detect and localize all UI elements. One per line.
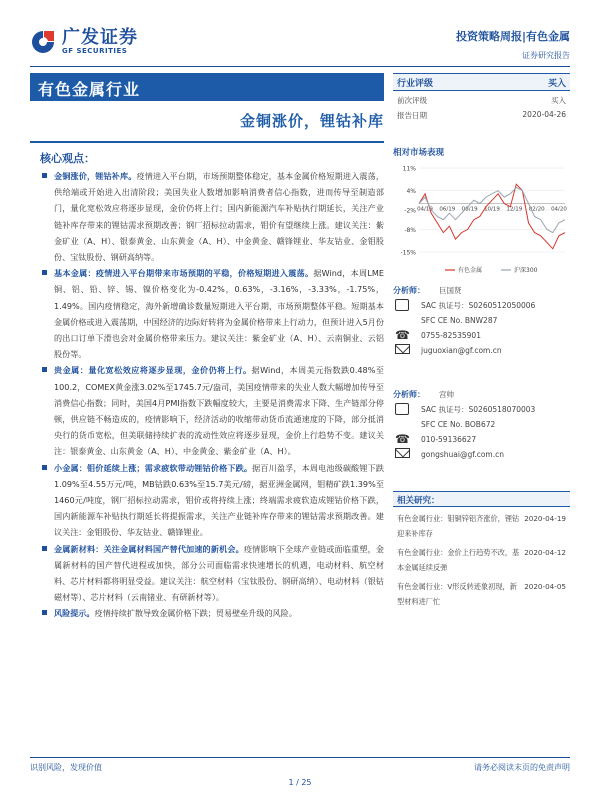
related-item-title[interactable]: 有色金属行业：钼铜锌铝齐涨价，锂钴迎来补库存	[397, 514, 520, 538]
point-body: 疫情进入平台期，市场预期整体稳定，基本金属价格短期进入震荡，供给端或开始进入出清阶段；美国失业人数增加影响消费者信心指数，进而传导至制造部门，量化宽松效应将逐步显现，金价仍将上行；国内新能源汽车补贴执行期延长，关注产业链补库存带来的锂钴需求预期改善；钢厂招标拉动需求，钼价有望继续上涨。建议关注：紫金矿业（A、H）、银泰黄金、山东黄金（A、H）、中金黄金、赣锋锂业、华友钴业、金钼股份、宝钛股份、钢研高纳等。	[54, 171, 384, 263]
point-lead: 贵金属：量化宽松效应将逐步显现，金价仍将上行。	[54, 365, 252, 376]
mail-icon	[395, 448, 415, 461]
footer-slogan: 识别风险，发现价值	[30, 763, 102, 772]
report-headline: 金铜涨价，锂钴补库	[239, 112, 384, 130]
headline-divider	[30, 141, 384, 143]
rating-box	[393, 73, 570, 121]
x-tick-label: 04/19	[417, 206, 433, 213]
industry-banner: 有色金属行业	[30, 73, 384, 101]
bullet-icon	[42, 610, 47, 615]
point-lead: 金铜涨价，锂钴补库。	[54, 171, 137, 181]
analyst-role: 分析师：	[393, 390, 425, 399]
id-card-icon	[395, 299, 415, 312]
x-tick-label: 04/20	[551, 206, 567, 213]
related-item-title[interactable]: 有色金属行业：金价上行趋势不改，基本金属延续反弹	[397, 548, 520, 572]
related-item[interactable]	[393, 507, 570, 541]
phone-icon: ☎	[395, 328, 410, 342]
analyst-sac: SAC 执证号：S0260512050006	[421, 301, 536, 310]
footer-divider	[30, 757, 570, 758]
report-date-value: 2020-04-26	[522, 110, 566, 119]
related-research	[393, 491, 570, 609]
point-lead: 基本金属：疫情进入平台期带来市场预期的平稳，价格短期进入震荡。	[54, 268, 314, 279]
y-tick-label: -8%	[404, 226, 416, 234]
analyst-sfc: SFC CE No. BNW287	[421, 316, 498, 325]
analyst-email[interactable]: juguoxian@gf.com.cn	[421, 346, 502, 355]
id-card-icon	[395, 314, 415, 327]
x-tick-label: 06/19	[439, 206, 456, 213]
logo-english-name: GF SECURITIES	[62, 47, 128, 55]
company-logo	[30, 22, 170, 62]
y-tick-label: 11%	[402, 165, 416, 173]
point-lead: 小金属：钼价延续上涨；需求疲软带动锂钴价格下跌。	[54, 462, 253, 473]
report-category: 证券研究报告	[522, 51, 570, 60]
rating-value: 买入	[547, 78, 566, 89]
point-precious-metals	[40, 362, 384, 459]
core-views-list	[40, 168, 384, 622]
logo-chinese-name: 广发证券	[62, 27, 138, 48]
bullet-icon	[42, 546, 47, 551]
x-tick-label: 08/19	[461, 206, 478, 213]
point-new-materials	[40, 541, 384, 606]
x-tick-label: 12/19	[506, 206, 523, 213]
y-tick-label: -15%	[400, 249, 416, 257]
point-lead: 风险提示。	[54, 608, 95, 619]
related-item[interactable]	[393, 575, 570, 609]
analyst-name: 巨国贤	[439, 286, 462, 295]
point-body: 据Wind，本周美元指数跌0.48%至100.2，COMEX黄金涨3.02%至1745.7元/盎司，美国疫情带来的失业人数大幅增加传导至消费信心指数；同时，美国4月PMI指数下跌幅度较大，主要是消费需求下降、生产链部分停顿，供应链不畅造成的，疫情影响下，经济活动的收缩带动货币流通速度的下降，部分抵消央行的货币宽松，但美联储持续扩表的流动性效应将逐步显现，金价上行趋势不变。建议关注：银泰黄金、山东黄金（A、H）、中金黄金、紫金矿业（A、H）。	[54, 365, 384, 457]
x-tick-label: 02/20	[528, 206, 545, 213]
legend-label: 有色金属	[458, 267, 483, 274]
analyst-block-2	[393, 387, 570, 462]
bullet-icon	[42, 270, 47, 275]
header-divider	[30, 66, 570, 67]
analyst-sac: SAC 执证号：S0260518070003	[421, 405, 536, 414]
point-summary	[40, 168, 384, 265]
analyst-email[interactable]: gongshuai@gf.com.cn	[421, 450, 504, 459]
legend-label: 沪深300	[514, 267, 538, 274]
page-number: 1 / 25	[288, 778, 312, 787]
id-card-icon	[395, 403, 415, 416]
chart-title: 相对市场表现	[393, 148, 445, 158]
core-views-title: 核心观点：	[40, 152, 95, 165]
x-tick-label: 10/19	[484, 206, 500, 213]
related-item-date: 2020-04-12	[524, 548, 566, 557]
rating-label: 行业评级	[397, 78, 434, 89]
report-date-label: 报告日期	[397, 111, 427, 120]
related-item[interactable]	[393, 541, 570, 575]
analyst-role: 分析师：	[393, 286, 425, 295]
id-card-icon	[395, 418, 415, 431]
prev-rating-value: 买入	[551, 96, 566, 105]
related-item-date: 2020-04-19	[524, 514, 566, 523]
analyst-sfc: SFC CE No. BOB672	[421, 420, 496, 429]
relative-performance-chart	[393, 160, 570, 278]
bullet-icon	[42, 173, 47, 178]
point-minor-metals	[40, 460, 384, 541]
related-title: 相关研究：	[393, 491, 570, 507]
point-body: 据Wind，本周LME铜、铝、铅、锌、锡、镍价格变化为-0.42%，0.63%，-3.16%，-3.33%，-1.75%，1.49%。国内疫情稳定，海外新增确诊数量短期进入平台期，市场预期整体平稳。短期基本金属价格或进入震荡期，中国经济的边际好转将为金属价格带来上行动力，但预计进入5月份的出口订单下滑也会对金属价格带来压力。建议关注：紫金矿业（A、H）、云南铜业、云铝股份等。	[54, 268, 384, 360]
analyst-block-1	[393, 283, 570, 358]
mail-icon	[395, 344, 415, 357]
analyst-phone: 010-59136627	[421, 435, 477, 444]
prev-rating-label: 前次评级	[397, 96, 427, 105]
y-tick-label: -2%	[404, 207, 416, 215]
point-body: 据百川盈孚，本周电池级碳酸锂下跌1.09%至4.55万元/吨，MB钴跌0.63%至15.7美元/磅，据亚洲金属网，钼精矿跌1.39%至1460元/吨度，钢厂招标拉动需求，钼价或将持续上涨；终端需求疲软造成锂钴价格下跌，国内新能源车补贴执行期延长将提振需求，关注产业链补库存带来的锂钴需求预期改善。建议关注：金钼股份、华友钴业、赣锋锂业。	[54, 462, 384, 538]
point-risk	[40, 605, 384, 621]
point-body: 疫情持续扩散导致金属价格下跌；贸易壁垒升级的风险。	[94, 608, 297, 619]
bullet-icon	[42, 465, 47, 470]
logo-mark-icon	[30, 29, 56, 55]
analyst-phone: 0755-82535901	[421, 331, 481, 340]
bullet-icon	[42, 367, 47, 372]
footer-disclaimer: 请务必阅读末页的免责声明	[474, 763, 570, 772]
point-body: 疫情影响下全球产业链或面临重塑，金属新材料的国产替代进程或加快，部分公司面临需求快速增长的机遇，电动材料、航空材料、芯片材料都将明显受益。建议关注：航空材料（宝钛股份、钢研高纳）、电动材料（银钻磁材等）、芯片材料（云南锗业、有研新材等）。	[54, 543, 384, 603]
related-item-date: 2020-04-05	[524, 582, 566, 591]
point-lead: 金属新材料：关注金属材料国产替代加速的新机会。	[54, 543, 244, 554]
analyst-name: 宫帅	[439, 390, 454, 399]
y-tick-label: 4%	[406, 188, 416, 196]
report-type-title: 投资策略周报|有色金属	[455, 30, 570, 43]
point-base-metals	[40, 265, 384, 362]
related-item-title[interactable]: 有色金属行业：V形反转迹象初现，新型材料进厂忙	[397, 582, 517, 606]
phone-icon: ☎	[395, 432, 410, 446]
